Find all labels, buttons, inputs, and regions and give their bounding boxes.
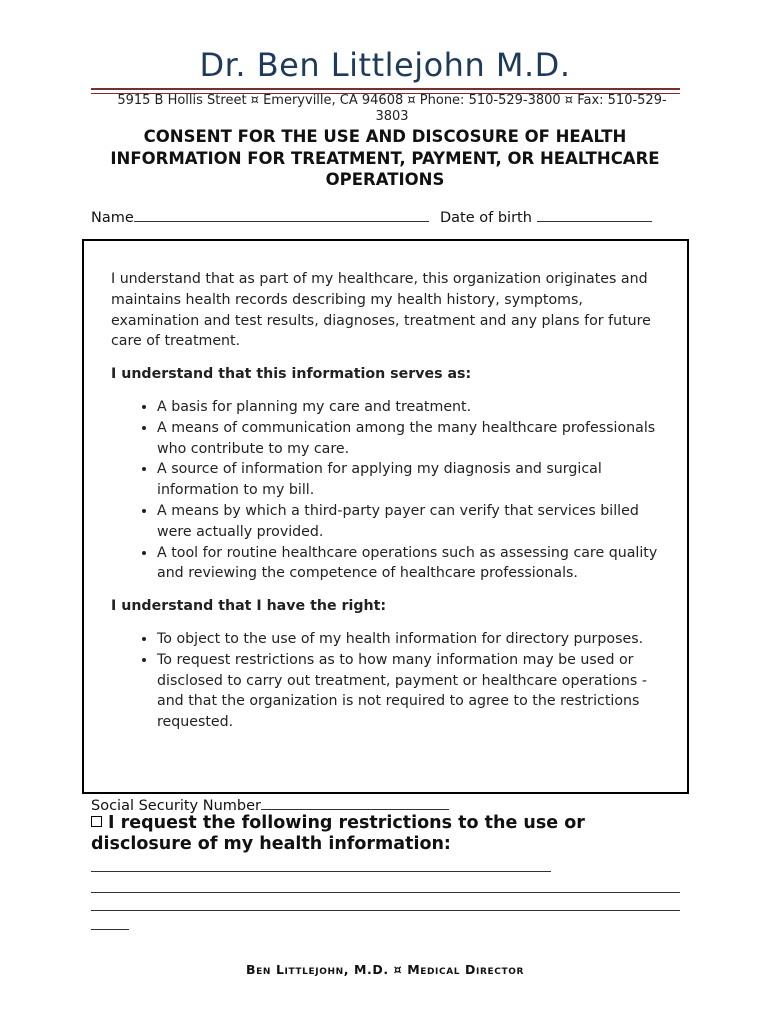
list-item: • A tool for routine healthcare operations such as assessing care quality and reviewing the competence of healthcare professionals. bbox=[157, 543, 671, 585]
restriction-checkbox[interactable] bbox=[91, 816, 102, 827]
name-field[interactable] bbox=[134, 207, 429, 222]
request-label: I request the following restrictions to the use or disclosure of my health information: bbox=[91, 813, 585, 854]
consent-text bbox=[111, 269, 671, 765]
practice-address: 5915 B Hollis Street ¤ Emeryville, CA 94608 ¤ Phone: 510-529-3800 ¤ Fax: 510-529-3803 bbox=[117, 93, 667, 124]
doctor-name: Dr. Ben Littlejohn M.D. bbox=[199, 46, 571, 84]
list-item: • A basis for planning my care and treatment. bbox=[157, 397, 671, 418]
footer-text: Ben Littlejohn, M.D. ¤ Medical Director bbox=[246, 962, 524, 977]
list-item: • A means of communication among the many healthcare professionals who contribute to my care. bbox=[157, 418, 671, 460]
consent-intro: I understand that as part of my healthcare, this organization originates and maintains health records describing my health history, symptoms, examination and test results, diagnoses, treatment and any plans for future care of treatment. bbox=[111, 271, 651, 350]
dob-label: Date of birth bbox=[440, 210, 532, 226]
name-label: Name bbox=[91, 210, 134, 226]
list-item: • To request restrictions as to how many information may be used or disclosed to carry out treatment, payment or healthcare operations - and that the organization is not required to agree to the restrictions requested. bbox=[157, 650, 671, 733]
name-field-row bbox=[91, 207, 429, 226]
dob-field-row bbox=[440, 207, 652, 226]
list-item: • A source of information for applying my diagnosis and surgical information to my bill. bbox=[157, 459, 671, 501]
restriction-line[interactable] bbox=[91, 892, 680, 893]
rights-heading: I understand that I have the right: bbox=[111, 598, 387, 615]
serves-heading: I understand that this information serves as: bbox=[111, 366, 472, 383]
restriction-request bbox=[91, 813, 686, 878]
ssn-label: Social Security Number bbox=[91, 798, 261, 814]
serves-list bbox=[111, 397, 671, 584]
form-title: CONSENT FOR THE USE AND DISCOSURE OF HEALTH INFORMATION FOR TREATMENT, PAYMENT, OR HEALTHCARE OPERATIONS bbox=[110, 127, 660, 189]
restriction-line[interactable] bbox=[91, 910, 680, 911]
restriction-line[interactable] bbox=[91, 929, 129, 930]
ssn-field[interactable] bbox=[261, 795, 449, 810]
rights-list bbox=[111, 629, 671, 733]
ssn-field-row bbox=[91, 795, 449, 814]
list-item: • A means by which a third-party payer can verify that services billed were actually provided. bbox=[157, 501, 671, 543]
restriction-field[interactable] bbox=[91, 855, 551, 872]
consent-scroll-box[interactable] bbox=[82, 239, 689, 794]
header-rule bbox=[91, 88, 680, 90]
dob-field[interactable] bbox=[537, 207, 652, 222]
list-item: • To object to the use of my health information for directory purposes. bbox=[157, 629, 671, 650]
